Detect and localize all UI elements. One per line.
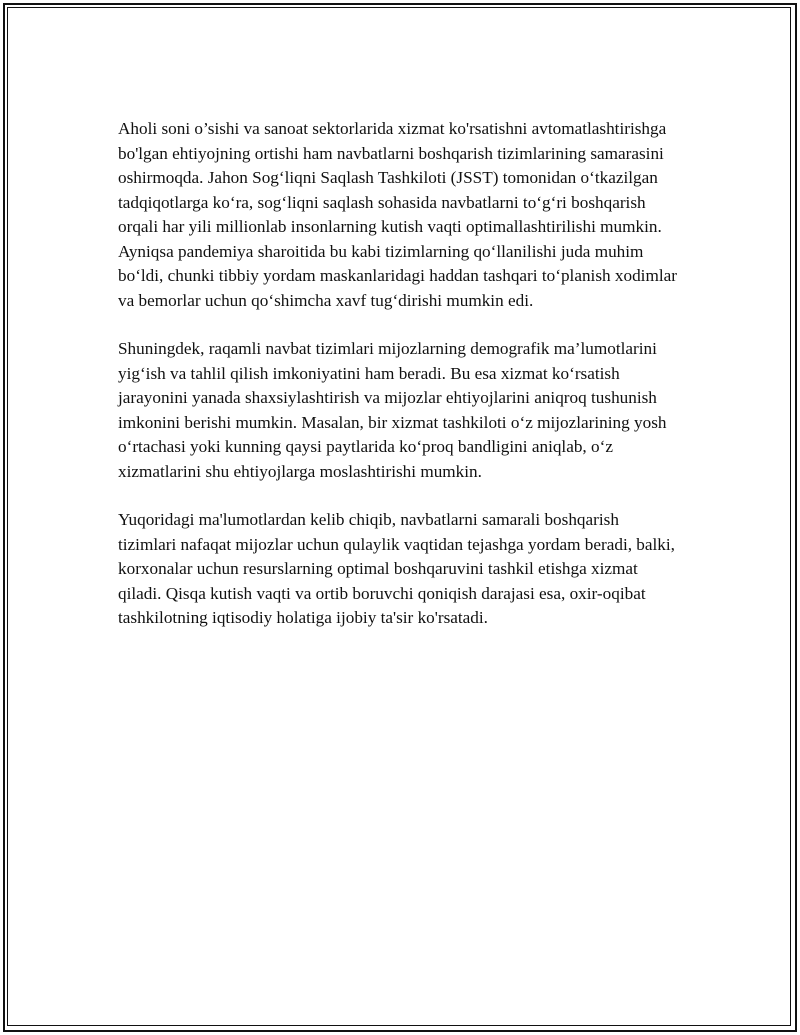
document-body xyxy=(118,117,678,655)
paragraph-2: Shuningdek, raqamli navbat tizimlari mijozlarning demografik ma’lumotlarini yig‘ish va tahlil qilish imkoniyatini ham beradi. Bu esa xizmat ko‘rsatish jarayonini yanada shaxsiylashtirish va mijozlar ehtiyojlarini aniqroq tushunish imkonini berishi mumkin. Masalan, bir xizmat tashkiloti o‘z mijozlarining yosh o‘rtachasi yoki kunning qaysi paytlarida ko‘proq bandligini aniqlab, o‘z xizmatlarini shu ehtiyojlarga moslashtirishi mumkin. xyxy=(118,339,667,481)
paragraph-1: Aholi soni o’sishi va sanoat sektorlarida xizmat ko'rsatishni avtomatlashtirishga bo'lgan ehtiyojning ortishi ham navbatlarni boshqarish tizimlarining samarasini oshirmoqda. Jahon Sog‘liqni Saqlash Tashkiloti (JSST) tomonidan o‘tkazilgan tadqiqotlarga ko‘ra, sog‘liqni saqlash sohasida navbatlarni to‘g‘ri boshqarish orqali har yili millionlab insonlarning kutish vaqti optimallashtirilishi mumkin. Ayniqsa pandemiya sharoitida bu kabi tizimlarning qo‘llanilishi juda muhim bo‘ldi, chunki tibbiy yordam maskanlaridagi haddan tashqari to‘planish xodimlar va bemorlar uchun qo‘shimcha xavf tug‘dirishi mumkin edi. xyxy=(118,119,677,310)
paragraph-3: Yuqoridagi ma'lumotlardan kelib chiqib, navbatlarni samarali boshqarish tizimlari nafaqat mijozlar uchun qulaylik vaqtidan tejashga yordam beradi, balki, korxonalar uchun resurslarning optimal boshqaruvini tashkil etishga xizmat qiladi. Qisqa kutish vaqti va ortib boruvchi qoniqish darajasi esa, oxir-oqibat tashkilotning iqtisodiy holatiga ijobiy ta'sir ko'rsatadi. xyxy=(118,510,675,627)
